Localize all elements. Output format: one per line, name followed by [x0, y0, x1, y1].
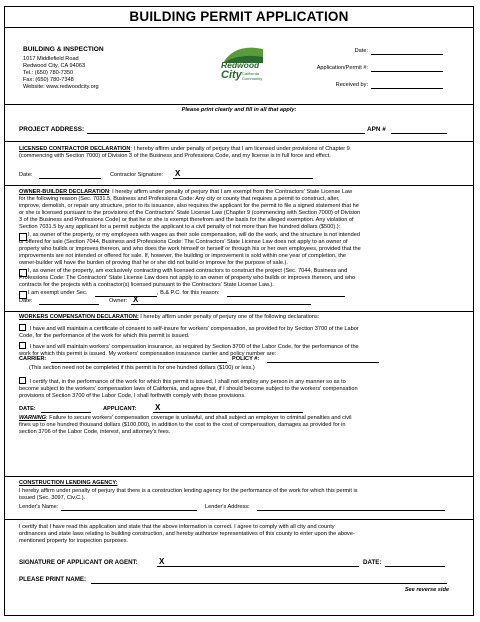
warning-label: WARNING	[19, 415, 47, 421]
contractor-text-line2: (commencing with Section 7000) of Division 3 of the Business and Professions Code, and my license is in full force and effect.	[19, 152, 331, 159]
owner-intro-line: 3 of the Business and Professions Code) or that he or she is exempt therefrom and the basis for the alleged exemption. Any violation of	[19, 216, 354, 223]
contractor-heading: LICENSED CONTRACTOR DECLARATION	[19, 146, 131, 152]
office-date-field[interactable]	[371, 54, 443, 55]
contractor-date-label: Date:	[19, 172, 33, 178]
certification-line: I certify that I have read this application and state that the above information is correct. I agree to comply with all city and county	[19, 524, 335, 530]
workers-warning	[19, 415, 465, 436]
carrier-label: CARRIER:	[19, 356, 47, 362]
department-tel: Tel.: (650) 780-7350	[23, 70, 74, 76]
project-address-label: PROJECT ADDRESS:	[19, 126, 85, 133]
office-date-label: Date:	[354, 48, 368, 54]
warning-line: section 3706 of the Labor Code, interest, and attorney's fees.	[19, 428, 171, 435]
workers-comp-intro	[19, 314, 465, 321]
workers-option2-line: work for which this permit is issued. My workers' compensation insurance carrier and policy number are:	[19, 350, 277, 357]
owner-exempt-label: I am exempt under Sec.	[28, 290, 88, 296]
permit-form	[4, 6, 474, 616]
workers-applicant-label: APPLICANT:	[103, 406, 137, 412]
workers-date-field[interactable]	[41, 412, 91, 413]
contractor-declaration	[19, 146, 461, 160]
contractor-signature-field[interactable]	[173, 178, 313, 179]
owner-intro-line: : I hereby affirm under penalty of perjury that I am exempt from the Contractors' State License Law	[109, 189, 353, 195]
owner-option1-line: owner-builder will have the burden of proving that he or she did not build or improve for the purpose of sale.).	[19, 259, 288, 266]
workers-comp-heading: WORKERS COMPENSATION DECLARATION:	[19, 314, 139, 320]
contractor-date-field[interactable]	[39, 178, 101, 179]
owner-builder-intro	[19, 189, 465, 230]
owner-signature-label: Owner:	[109, 298, 128, 304]
department-website: Website: www.redwoodcity.org	[23, 84, 99, 90]
owner-intro-line: Section 7031.5 by any applicant for a permit subjects the applicant to a civil penalty of not more than five hundred dollars ($500).):	[19, 223, 341, 230]
signature-label: SIGNATURE OF APPLICANT OR AGENT:	[19, 559, 138, 566]
workers-note: (This section need not be completed if this permit is for one hundred dollars ($100) or less.)	[29, 365, 255, 371]
workers-option3-line: become subject to the workers' compensation laws of California, and agree that, if I should become subject to the workers' compensation	[19, 385, 358, 392]
owner-intro-line: or she is licensed pursuant to the provisions of the Contractors' State License Law (Chapter 9 (commencing with Section 7000) of Division	[19, 209, 361, 216]
workers-option2-line: I have and will maintain workers' compensation insurance, as required by Section 3700 of the Labor Code, for the performance of the	[29, 344, 359, 350]
divider	[5, 476, 473, 477]
workers-applicant-x: X	[155, 403, 161, 412]
workers-comp-intro-text: I hereby affirm under penalty of perjury one of the following declarations:	[138, 314, 320, 320]
lending-line: I hereby affirm under penalty of perjury that there is a construction lending agency for the performance of the work for which this permit is	[19, 488, 358, 494]
divider	[5, 141, 473, 142]
owner-option2-line: contracts for the projects with a contractor(s) licensed pursuant to the Contractors' State License Law.).	[19, 281, 274, 288]
owner-exempt-section-field[interactable]	[95, 296, 157, 297]
signature-date-label: DATE:	[363, 559, 382, 566]
owner-builder-heading: OWNER-BUILDER DECLARATION	[19, 189, 110, 195]
divider	[5, 311, 473, 312]
project-address-field[interactable]	[87, 133, 365, 134]
signature-field[interactable]	[157, 566, 359, 567]
lender-address-field[interactable]	[257, 510, 445, 511]
policy-field[interactable]	[267, 362, 379, 363]
office-received-label: Received by:	[335, 82, 368, 88]
contractor-signature-label: Contractor Signature:	[110, 172, 164, 178]
signature-date-field[interactable]	[385, 566, 445, 567]
workers-option1-line: I have and will maintain a certificate of consent to self-insure for workers' compensation, as provided for by Section 3700 of the Labor	[29, 326, 359, 332]
workers-option1	[19, 324, 465, 340]
office-permit-field[interactable]	[371, 71, 443, 72]
department-city: Redwood City, CA 94063	[23, 63, 86, 69]
owner-option1-text	[19, 232, 465, 267]
form-title: BUILDING PERMIT APPLICATION	[129, 9, 349, 24]
divider	[5, 27, 473, 28]
logo-text-california: California	[242, 71, 259, 76]
owner-option2-line: I, as owner of the property, am exclusively contracting with licensed contractors to construct the project (Sec. 7044, Business and	[28, 268, 348, 274]
instructions: Please print clearly and fill in all that apply:	[181, 107, 297, 113]
divider	[5, 185, 473, 186]
workers-option1-line: Code, for the performance of the work for which this permit is issued.	[19, 332, 190, 339]
owner-option1-line: improvements are not intended or offered for sale. If, however, the building or improvement is sold within one year of completion, the	[19, 252, 346, 259]
logo-text-redwood: Redwood	[221, 60, 260, 70]
workers-option1-checkbox[interactable]	[19, 324, 26, 331]
owner-intro-line: improve, demolish, or repair any structure, prior to its issuance, also requires the applicant for the permit to file a signed statement that he	[19, 202, 359, 209]
lender-address-label: Lender's Address:	[205, 504, 250, 510]
warning-line: fines up to one hundred thousand dollars ($100,000), in addition to the cost to the cost of compensation, damages as provided for in	[19, 421, 346, 428]
carrier-field[interactable]	[51, 362, 227, 363]
owner-exempt-reason-label: , B.& P.C. for this reason:	[157, 290, 220, 296]
certification-line: ordinances and state laws relating to building construction, and hereby authorize representatives of this county to enter upon the above-	[19, 530, 355, 537]
apn-label: APN #	[367, 126, 386, 133]
workers-date-label: DATE:	[19, 406, 36, 412]
workers-option3-line: I certify that, in the performance of the work for which this permit is issued, I shall not employ any person in any manner so as to	[29, 379, 346, 385]
print-name-label: PLEASE PRINT NAME:	[19, 576, 87, 583]
warning-line: : Failure to secure workers' compensation coverage is unlawful, and shall subject an employer to criminal penalties and civil	[46, 415, 352, 421]
workers-option2-checkbox[interactable]	[19, 342, 26, 349]
divider	[5, 104, 473, 105]
signature-x: X	[159, 557, 165, 566]
owner-signature-x: X	[133, 295, 139, 304]
contractor-signature-x: X	[175, 169, 181, 178]
owner-option1-line: I, as owner of the property, or my employees with wages as their sole compensation, will do the work, and the structure is not intended	[28, 232, 360, 238]
city-logo	[219, 41, 267, 89]
lender-name-field[interactable]	[61, 510, 197, 511]
workers-option3	[19, 377, 465, 400]
print-name-field[interactable]	[91, 583, 447, 584]
certification-line: mentioned property for inspection purposes.	[19, 537, 129, 544]
policy-label: POLICY #:	[232, 356, 260, 362]
logo-text-city: City	[221, 69, 242, 81]
lender-name-label: Lender's Name:	[19, 504, 59, 510]
office-permit-label: Application/Permit #:	[316, 65, 368, 71]
owner-option2-text	[19, 268, 465, 289]
workers-applicant-field[interactable]	[153, 412, 303, 413]
owner-intro-line: for the following reason (Sec. 7031.5, Business and Professions Code: Any city or county that requires a permit to construct, alter,	[19, 195, 340, 202]
workers-option3-checkbox[interactable]	[19, 377, 26, 384]
certification-text	[19, 524, 465, 545]
lending-text	[19, 488, 465, 502]
department-street: 1017 Middlefield Road	[23, 56, 79, 62]
office-received-field[interactable]	[371, 88, 443, 89]
department-name: BUILDING & INSPECTION	[23, 46, 104, 53]
owner-signature-field[interactable]	[131, 304, 311, 305]
see-reverse-side: See reverse side	[404, 587, 449, 593]
lending-line: issued (Sec. 3097, Civ.C.).	[19, 494, 86, 501]
owner-option1-line: property who builds or improves thereon, and who does the work himself or herself or through his or her own employees, provided that the	[19, 245, 361, 252]
owner-date-field[interactable]	[39, 304, 99, 305]
owner-exempt-reason-field[interactable]	[227, 296, 345, 297]
workers-option3-line: provisions of Section 3700 of the Labor Code, I shall forthwith comply with those provisions.	[19, 392, 246, 399]
apn-field[interactable]	[391, 133, 447, 134]
contractor-text-line1: : I hereby affirm under penalty of perjury that I am licensed under provisions of Chapter 9	[130, 146, 350, 152]
owner-option2-line: Professions Code: The Contractors' State License Law does not apply to an owner of property who builds or improves thereon, and who	[19, 274, 356, 281]
owner-date-label: Date:	[19, 298, 33, 304]
owner-option1-line: or offered for sale (Section 7044, Business and Professions Code: The Contractors' State License Law does not apply to an owner of	[19, 238, 348, 245]
logo-text-community: Community	[242, 76, 263, 81]
divider	[5, 519, 473, 520]
department-fax: Fax: (650) 780-7348	[23, 77, 74, 83]
lending-heading: CONSTRUCTION LENDING AGENCY:	[19, 480, 118, 486]
